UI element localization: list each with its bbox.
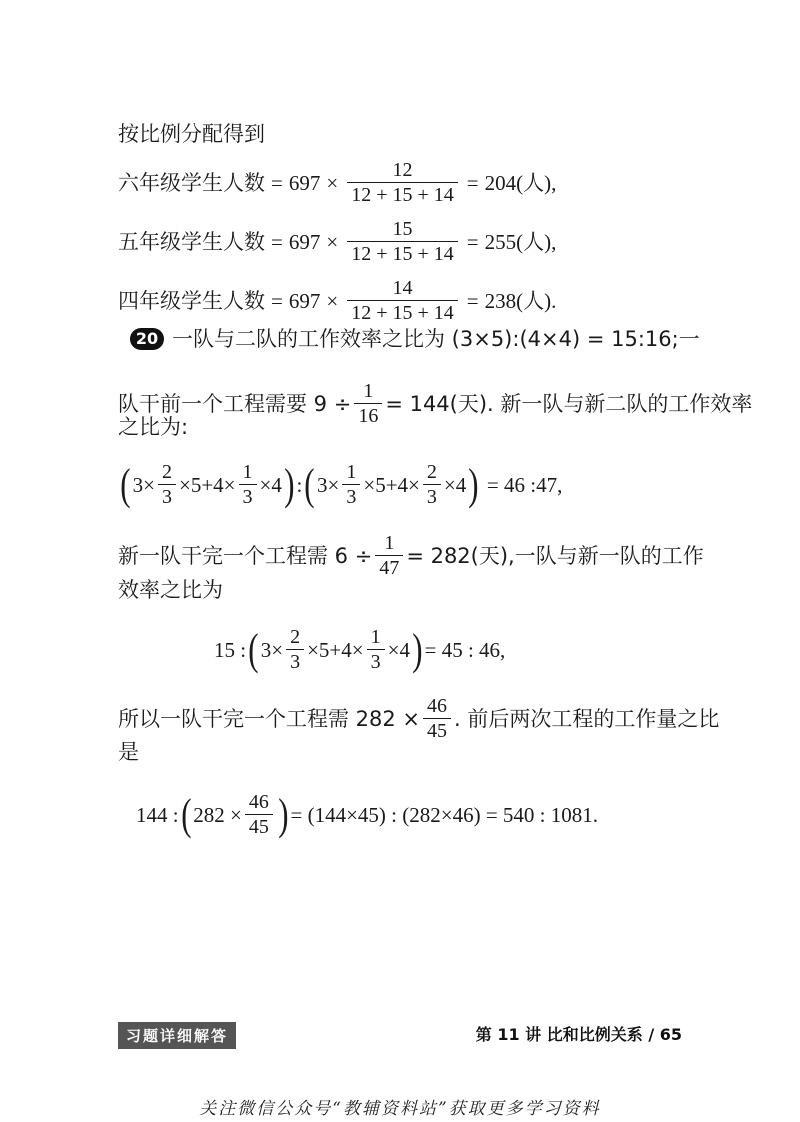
fraction bbox=[342, 460, 360, 509]
eq-part: ×4 bbox=[443, 472, 467, 497]
eq-part: 144 : bbox=[136, 802, 179, 827]
right-paren: ) bbox=[284, 459, 295, 509]
eq-part: ×5+4× bbox=[307, 637, 364, 662]
right-paren: ) bbox=[278, 789, 289, 839]
eq-part: 3× bbox=[132, 472, 155, 497]
intro-line bbox=[118, 120, 265, 148]
fraction-denominator: 45 bbox=[423, 718, 451, 743]
grade5-result: 255(人), bbox=[484, 229, 557, 254]
eq-part: ×4 bbox=[259, 472, 282, 497]
fraction-denominator: 3 bbox=[286, 649, 304, 674]
grade4-fraction bbox=[347, 276, 458, 325]
fraction bbox=[239, 460, 257, 509]
fraction-numerator: 1 bbox=[370, 626, 381, 648]
right-paren: ) bbox=[412, 624, 423, 674]
left-paren: ( bbox=[304, 459, 315, 509]
fraction-numerator: 1 bbox=[242, 461, 253, 483]
problem-20-text3: 之比为: bbox=[118, 415, 189, 439]
fraction bbox=[423, 460, 441, 509]
problem-20-line6 bbox=[118, 694, 719, 743]
fraction bbox=[158, 460, 176, 509]
grade6-fraction bbox=[347, 158, 458, 207]
fraction-denominator: 3 bbox=[367, 649, 385, 674]
ratio-equation-new-teams bbox=[118, 460, 562, 509]
fraction bbox=[367, 625, 385, 674]
colon: : bbox=[296, 472, 303, 497]
problem-20-line4 bbox=[118, 531, 704, 580]
grade5-label: 五年级学生人数 bbox=[118, 229, 265, 254]
fraction-denominator: 47 bbox=[375, 555, 403, 580]
fraction-denominator: 45 bbox=[245, 814, 273, 839]
watermark-text: 关注微信公众号“教辅资料站”获取更多学习资料 bbox=[199, 1099, 601, 1119]
ratio-result: = 46 :47, bbox=[486, 472, 563, 497]
equals-sign: = bbox=[271, 229, 283, 254]
right-paren: ) bbox=[468, 459, 479, 509]
eq-part: 282 × bbox=[193, 802, 242, 827]
fraction-numerator: 1 bbox=[384, 532, 395, 554]
eq-part: 3× bbox=[260, 637, 284, 662]
fraction-denominator: 12 + 15 + 14 bbox=[347, 300, 458, 325]
work-ratio-equation bbox=[136, 790, 598, 839]
footer-page-info: 第 11 讲 比和比例关系 / 65 bbox=[475, 1025, 682, 1044]
equals-sign: = bbox=[466, 229, 479, 254]
fraction-numerator: 1 bbox=[346, 461, 357, 483]
times-sign: × bbox=[326, 288, 339, 313]
fraction-numerator: 2 bbox=[290, 626, 301, 648]
total-number: 697 bbox=[288, 229, 321, 254]
fraction-denominator: 3 bbox=[423, 484, 441, 509]
eq-part: 15 : bbox=[214, 637, 247, 662]
fraction-numerator: 15 bbox=[392, 218, 413, 240]
fraction-denominator: 3 bbox=[158, 484, 176, 509]
fraction-numerator: 46 bbox=[248, 791, 269, 813]
fraction-denominator: 3 bbox=[239, 484, 257, 509]
times-sign: × bbox=[326, 170, 339, 195]
fraction-numerator: 12 bbox=[392, 159, 413, 181]
equals-sign: = bbox=[466, 288, 479, 313]
ratio-result: = 45 : 46, bbox=[424, 637, 506, 662]
fraction-denominator: 3 bbox=[342, 484, 360, 509]
left-paren: ( bbox=[180, 789, 192, 839]
total-number: 697 bbox=[288, 170, 321, 195]
equals-sign: = bbox=[466, 170, 479, 195]
grade6-equation bbox=[118, 158, 556, 207]
problem-20-line5 bbox=[118, 576, 223, 604]
problem-20-text1: 一队与二队的工作效率之比为 (3×5):(4×4) = 15:16;一 bbox=[172, 327, 700, 351]
grade5-fraction bbox=[347, 217, 458, 266]
eq-part: ×5+4× bbox=[363, 472, 420, 497]
fraction-1-47 bbox=[375, 531, 403, 580]
problem-20-line3 bbox=[118, 413, 188, 441]
eq-part: 3× bbox=[317, 472, 340, 497]
grade4-equation bbox=[118, 276, 556, 325]
intro-text: 按比例分配得到 bbox=[118, 122, 265, 146]
problem-20-line2 bbox=[118, 379, 752, 428]
fraction-numerator: 2 bbox=[426, 461, 437, 483]
fraction bbox=[245, 790, 273, 839]
fraction-denominator: 12 + 15 + 14 bbox=[347, 182, 458, 207]
equals-sign: = bbox=[271, 288, 283, 313]
grade5-equation bbox=[118, 217, 556, 266]
grade4-label: 四年级学生人数 bbox=[118, 288, 265, 313]
problem-20-line1 bbox=[130, 325, 700, 353]
fraction-numerator: 14 bbox=[392, 277, 413, 299]
grade4-result: 238(人). bbox=[484, 288, 557, 313]
problem-20-text4b: = 282(天),一队与新一队的工作 bbox=[406, 543, 704, 568]
problem-20-text2a: 队干前一个工程需要 9 ÷ bbox=[118, 391, 352, 416]
problem-number-badge: 20 bbox=[130, 328, 164, 350]
problem-20-text6b: . 前后两次工程的工作量之比 bbox=[454, 706, 720, 731]
eq-part: ×4 bbox=[387, 637, 410, 662]
footer-section-tag: 习题详细解答 bbox=[118, 1022, 236, 1049]
work-ratio-result: = (144×45) : (282×46) = 540 : 1081. bbox=[290, 802, 599, 827]
grade6-result: 204(人), bbox=[484, 170, 557, 195]
fraction-numerator: 2 bbox=[162, 461, 172, 483]
fraction-denominator: 12 + 15 + 14 bbox=[347, 241, 458, 266]
grade6-label: 六年级学生人数 bbox=[118, 170, 265, 195]
fraction-denominator: 16 bbox=[354, 403, 382, 428]
problem-20-text5: 效率之比为 bbox=[118, 578, 223, 602]
fraction-numerator: 46 bbox=[427, 695, 448, 717]
times-sign: × bbox=[326, 229, 339, 254]
left-paren: ( bbox=[120, 459, 131, 509]
eq-part: ×5+4× bbox=[179, 472, 236, 497]
problem-20-text2b: = 144(天). 新一队与新二队的工作效率 bbox=[385, 391, 753, 416]
problem-20-line7 bbox=[118, 738, 139, 766]
fraction bbox=[286, 625, 304, 674]
equals-sign: = bbox=[271, 170, 283, 195]
problem-20-text7: 是 bbox=[118, 740, 139, 764]
total-number: 697 bbox=[288, 288, 321, 313]
fraction-1-16 bbox=[354, 379, 382, 428]
left-paren: ( bbox=[248, 624, 259, 674]
ratio-equation-old-new bbox=[214, 625, 505, 674]
fraction-46-45 bbox=[423, 694, 451, 743]
problem-20-text6a: 所以一队干完一个工程需 282 × bbox=[118, 706, 421, 731]
fraction-numerator: 1 bbox=[363, 380, 374, 402]
problem-20-text4a: 新一队干完一个工程需 6 ÷ bbox=[118, 543, 373, 568]
